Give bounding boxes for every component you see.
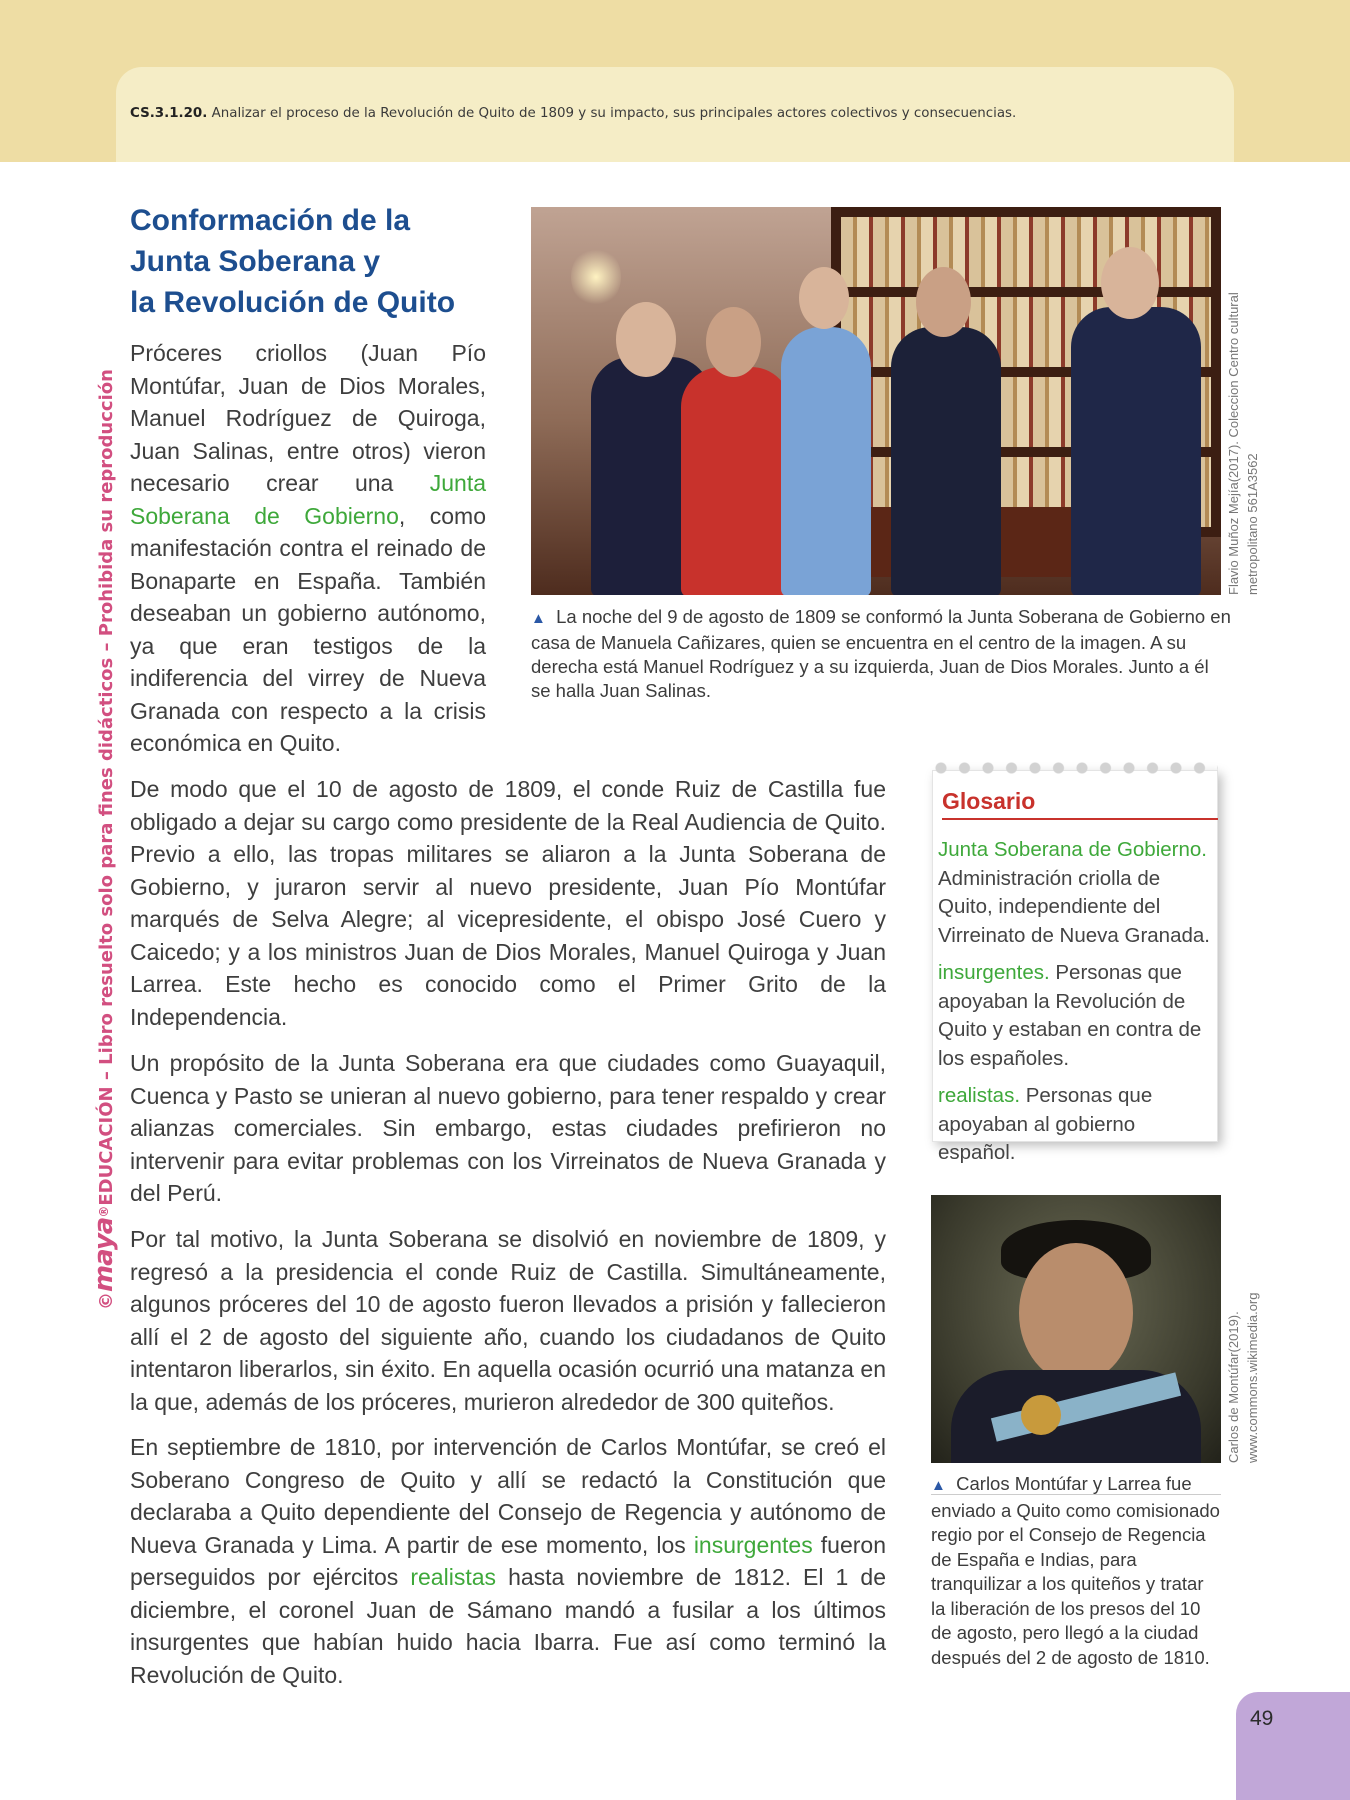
caption-triangle-icon: ▲ (931, 1477, 946, 1494)
glossary-title: Glosario (942, 788, 1218, 820)
brand-logo: maya (89, 1217, 119, 1292)
skill-text: Analizar el proceso de la Revolución de Quito de 1809 y su impacto, sus principales actores colectivos y consecuencias. (211, 106, 1017, 121)
paragraph-proposito: Un propósito de la Junta Soberana era que ciudades como Guayaquil, Cuenca y Pasto se unieran al nuevo gobierno, para tener respaldo y crear alianzas comerciales. Sin embargo, estas ciudades prefirieron no intervenir para evitar problemas con los Virreinatos de Nueva Granada y del Perú. (130, 1050, 886, 1206)
skill-description (130, 106, 1220, 121)
intro-paragraph: Próceres criollos (Juan Pío Montúfar, Juan de Dios Morales, Manuel Rodríguez de Quiroga, Juan Salinas, entre otros) vieron necesario crear una Junta Soberana de Gobierno, como manifestación contra el reinado de Bonaparte en España. También deseaban un gobierno autónomo, ya que eran testigos de la indiferencia del virrey de Nueva Granada con respecto a la crisis económica en Quito. (130, 340, 486, 756)
glossary-entry: insurgentes. Personas que apoyaban la Revolución de Quito y estaban en contra de los españoles. (938, 961, 1202, 1070)
glossary-entry: Junta Soberana de Gobierno. Administración criolla de Quito, independiente del Virreinato de Nueva Granada. (938, 838, 1210, 947)
paragraph-primer-grito: De modo que el 10 de agosto de 1809, el conde Ruiz de Castilla fue obligado a dejar su cargo como presidente de la Real Audiencia de Quito. Previo a ello, las tropas militares se aliaron a la Junta Soberana de Gobierno, y juraron servir al nuevo presidente, Juan Pío Montúfar marqués de Selva Alegre; al vicepresidente, el obispo José Cuero y Caicedo; y a los ministros Juan de Dios Morales, Manuel Quiroga y Juan Larrea. Este hecho es conocido como el Primer Grito de la Independencia. (130, 776, 886, 1030)
side-copyright-label: ©maya®EDUCACIÓN – Libro resuelto solo para fines didácticos – Prohibida su reproducción (89, 369, 119, 1310)
skill-code: CS.3.1.20. (130, 106, 208, 121)
carlos-montufar-portrait (931, 1195, 1221, 1463)
term-realistas: realistas (410, 1564, 497, 1590)
glossary-ring-binding (932, 760, 1218, 776)
paragraph-congreso: En septiembre de 1810, por intervención de Carlos Montúfar, se creó el Soberano Congreso de Quito y allí se redactó la Constitución que declaraba a Quito dependiente del Consejo de Regencia y autónomo de Nueva Granada y Lima. A partir de ese momento, los insurgentes fueron perseguidos por ejércitos realistas hasta noviembre de 1812. El 1 de diciembre, el coronel Juan de Sámano mandó a fusilar a los últimos insurgentes que habían huido hacia Ibarra. Fue así como terminó la Revolución de Quito. (130, 1434, 887, 1688)
page-number: 49 (1250, 1707, 1274, 1730)
caption-triangle-icon: ▲ (531, 610, 546, 627)
term-junta-soberana: Junta Soberana de Gobierno (130, 470, 486, 529)
junta-soberana-photo (531, 207, 1221, 595)
glossary-entries (938, 836, 1216, 1177)
photo1-caption: ▲ La noche del 9 de agosto de 1809 se conformó la Junta Soberana de Gobierno en casa de Manuela Cañizares, quien se encuentra en el centro de la imagen. A su derecha está Manuel Rodríguez y a su izquierda, Juan de Dios Morales. Junto a él se halla Juan Salinas. (531, 606, 1231, 701)
photo2-credit: Carlos de Montúfar(2019). www.commons.wikimedia.org (1226, 1292, 1260, 1463)
photo1-credit: Flavio Muñoz Mejía(2017). Coleccion Centro cultural metropolitano 561A3562 (1226, 292, 1260, 595)
paragraph-disolucion: Por tal motivo, la Junta Soberana se disolvió en noviembre de 1809, y regresó a la presidencia el conde Ruiz de Castilla. Simultáneamente, algunos próceres del 10 de agosto fueron llevados a prisión y fallecieron allí el 2 de agosto del siguiente año, cuando los ciudadanos de Quito intentaron liberarlos, sin éxito. En aquella ocasión ocurrió una matanza en la que, además de los próceres, murieron alrededor de 300 quiteños. (130, 1226, 886, 1415)
caption-rule (931, 1494, 1221, 1495)
glossary-entry: realistas. Personas que apoyaban al gobierno español. (938, 1084, 1153, 1164)
page-title: Conformación de la Junta Soberana y la Revolución de Quito (130, 204, 456, 319)
photo2-caption: ▲ Carlos Montúfar y Larrea fue enviado a Quito como comisionado regio por el Consejo de Regencia de España e Indias, para tranquilizar a los quiteños y tratar la liberación de los presos del 10 de agosto, pero llegó a la ciudad después del 2 de agosto de 1810. (931, 1473, 1220, 1668)
term-insurgentes: insurgentes (693, 1531, 813, 1558)
